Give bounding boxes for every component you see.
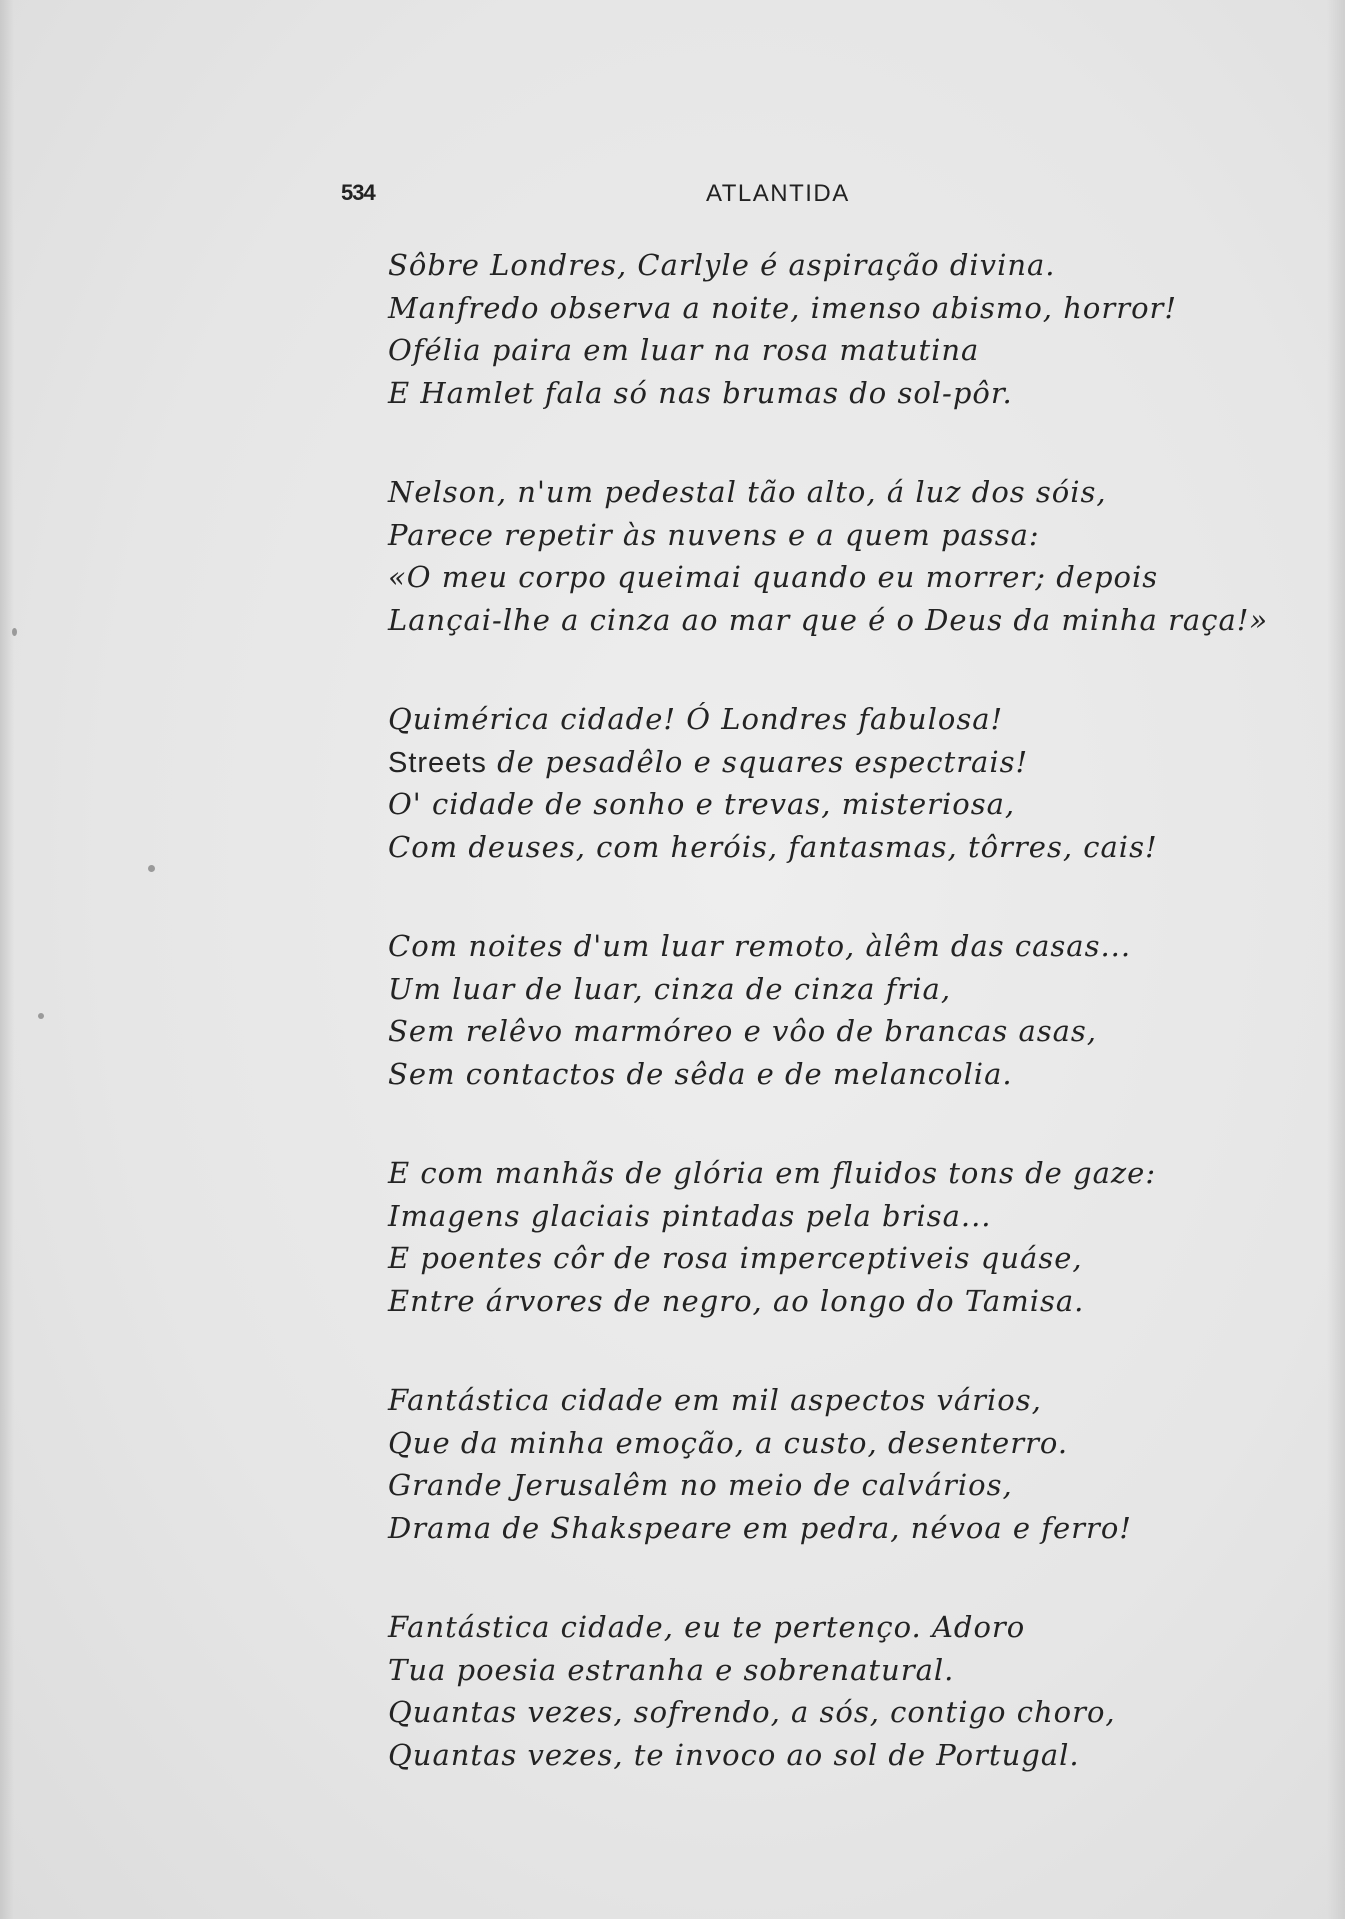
page-edge-shadow-left bbox=[0, 0, 14, 1919]
verse-line: Sem relêvo marmóreo e vôo de brancas asas, bbox=[388, 1014, 1098, 1048]
stanza bbox=[388, 1379, 1188, 1549]
verse-line: Um luar de luar, cinza de cinza fria, bbox=[388, 971, 952, 1006]
stanza bbox=[388, 1152, 1188, 1322]
verse-line: «O meu corpo queimai quando eu morrer; depois bbox=[388, 560, 1159, 594]
stanza bbox=[388, 1606, 1188, 1776]
paper-speck bbox=[38, 1013, 44, 1019]
page-number: 534 bbox=[341, 180, 375, 205]
verse-line: E poentes côr de rosa imperceptiveis quáse, bbox=[388, 1241, 1083, 1275]
verse-line: Com noites d'um luar remoto, àlêm das casas... bbox=[388, 929, 1132, 963]
verse-line: Fantástica cidade, eu te pertenço. Adoro bbox=[388, 1610, 1026, 1644]
page-header bbox=[0, 178, 1345, 218]
verse-line: Quimérica cidade! Ó Londres fabulosa! bbox=[388, 702, 1004, 736]
page-edge-shadow-right bbox=[1327, 0, 1345, 1919]
verse-line: E com manhãs de glória em fluidos tons de gaze: bbox=[388, 1156, 1157, 1190]
poem bbox=[388, 244, 1269, 1776]
stanza bbox=[388, 244, 1188, 414]
stanza bbox=[388, 698, 1188, 868]
english-word-streets: Streets bbox=[388, 746, 487, 779]
verse-line: Grande Jerusalêm no meio de calvários, bbox=[388, 1468, 1013, 1502]
paper-speck bbox=[12, 628, 17, 636]
verse-line: Imagens glaciais pintadas pela brisa... bbox=[388, 1198, 992, 1233]
verse-line: E Hamlet fala só nas brumas do sol-pôr. bbox=[388, 375, 1013, 410]
verse-line: Nelson, n'um pedestal tão alto, á luz dos sóis, bbox=[388, 475, 1107, 509]
paper-speck bbox=[148, 865, 155, 872]
verse-line: Que da minha emoção, a custo, desenterro. bbox=[388, 1425, 1069, 1460]
verse-line: O' cidade de sonho e trevas, misteriosa, bbox=[388, 787, 1016, 821]
verse-line: Sôbre Londres, Carlyle é aspiração divina. bbox=[388, 248, 1056, 282]
verse-line-mixed bbox=[388, 741, 1188, 784]
verse-line: Quantas vezes, sofrendo, a sós, contigo choro, bbox=[388, 1695, 1116, 1729]
verse-line: Lançai-lhe a cinza ao mar que é o Deus da minha raça!» bbox=[388, 602, 1269, 637]
verse-line: Tua poesia estranha e sobrenatural. bbox=[388, 1652, 955, 1687]
stanza bbox=[388, 471, 1269, 641]
verse-line: Quantas vezes, te invoco ao sol de Portugal. bbox=[388, 1737, 1080, 1772]
verse-line: Fantástica cidade em mil aspectos vários, bbox=[388, 1383, 1042, 1417]
stanza bbox=[388, 925, 1188, 1095]
verse-line: Ofélia paira em luar na rosa matutina bbox=[388, 333, 980, 367]
verse-line-rest: de pesadêlo e squares espectrais! bbox=[486, 744, 1029, 779]
verse-line: Parece repetir às nuvens e a quem passa: bbox=[388, 517, 1040, 552]
verse-line: Sem contactos de sêda e de melancolia. bbox=[388, 1056, 1013, 1091]
verse-line: Entre árvores de negro, ao longo do Tamisa. bbox=[388, 1283, 1085, 1318]
verse-line: Manfredo observa a noite, imenso abismo, horror! bbox=[388, 290, 1178, 325]
verse-line: Drama de Shakspeare em pedra, névoa e ferro! bbox=[388, 1510, 1132, 1545]
verse-line: Com deuses, com heróis, fantasmas, tôrres, cais! bbox=[388, 829, 1158, 864]
running-title: ATLANTIDA bbox=[706, 180, 850, 207]
